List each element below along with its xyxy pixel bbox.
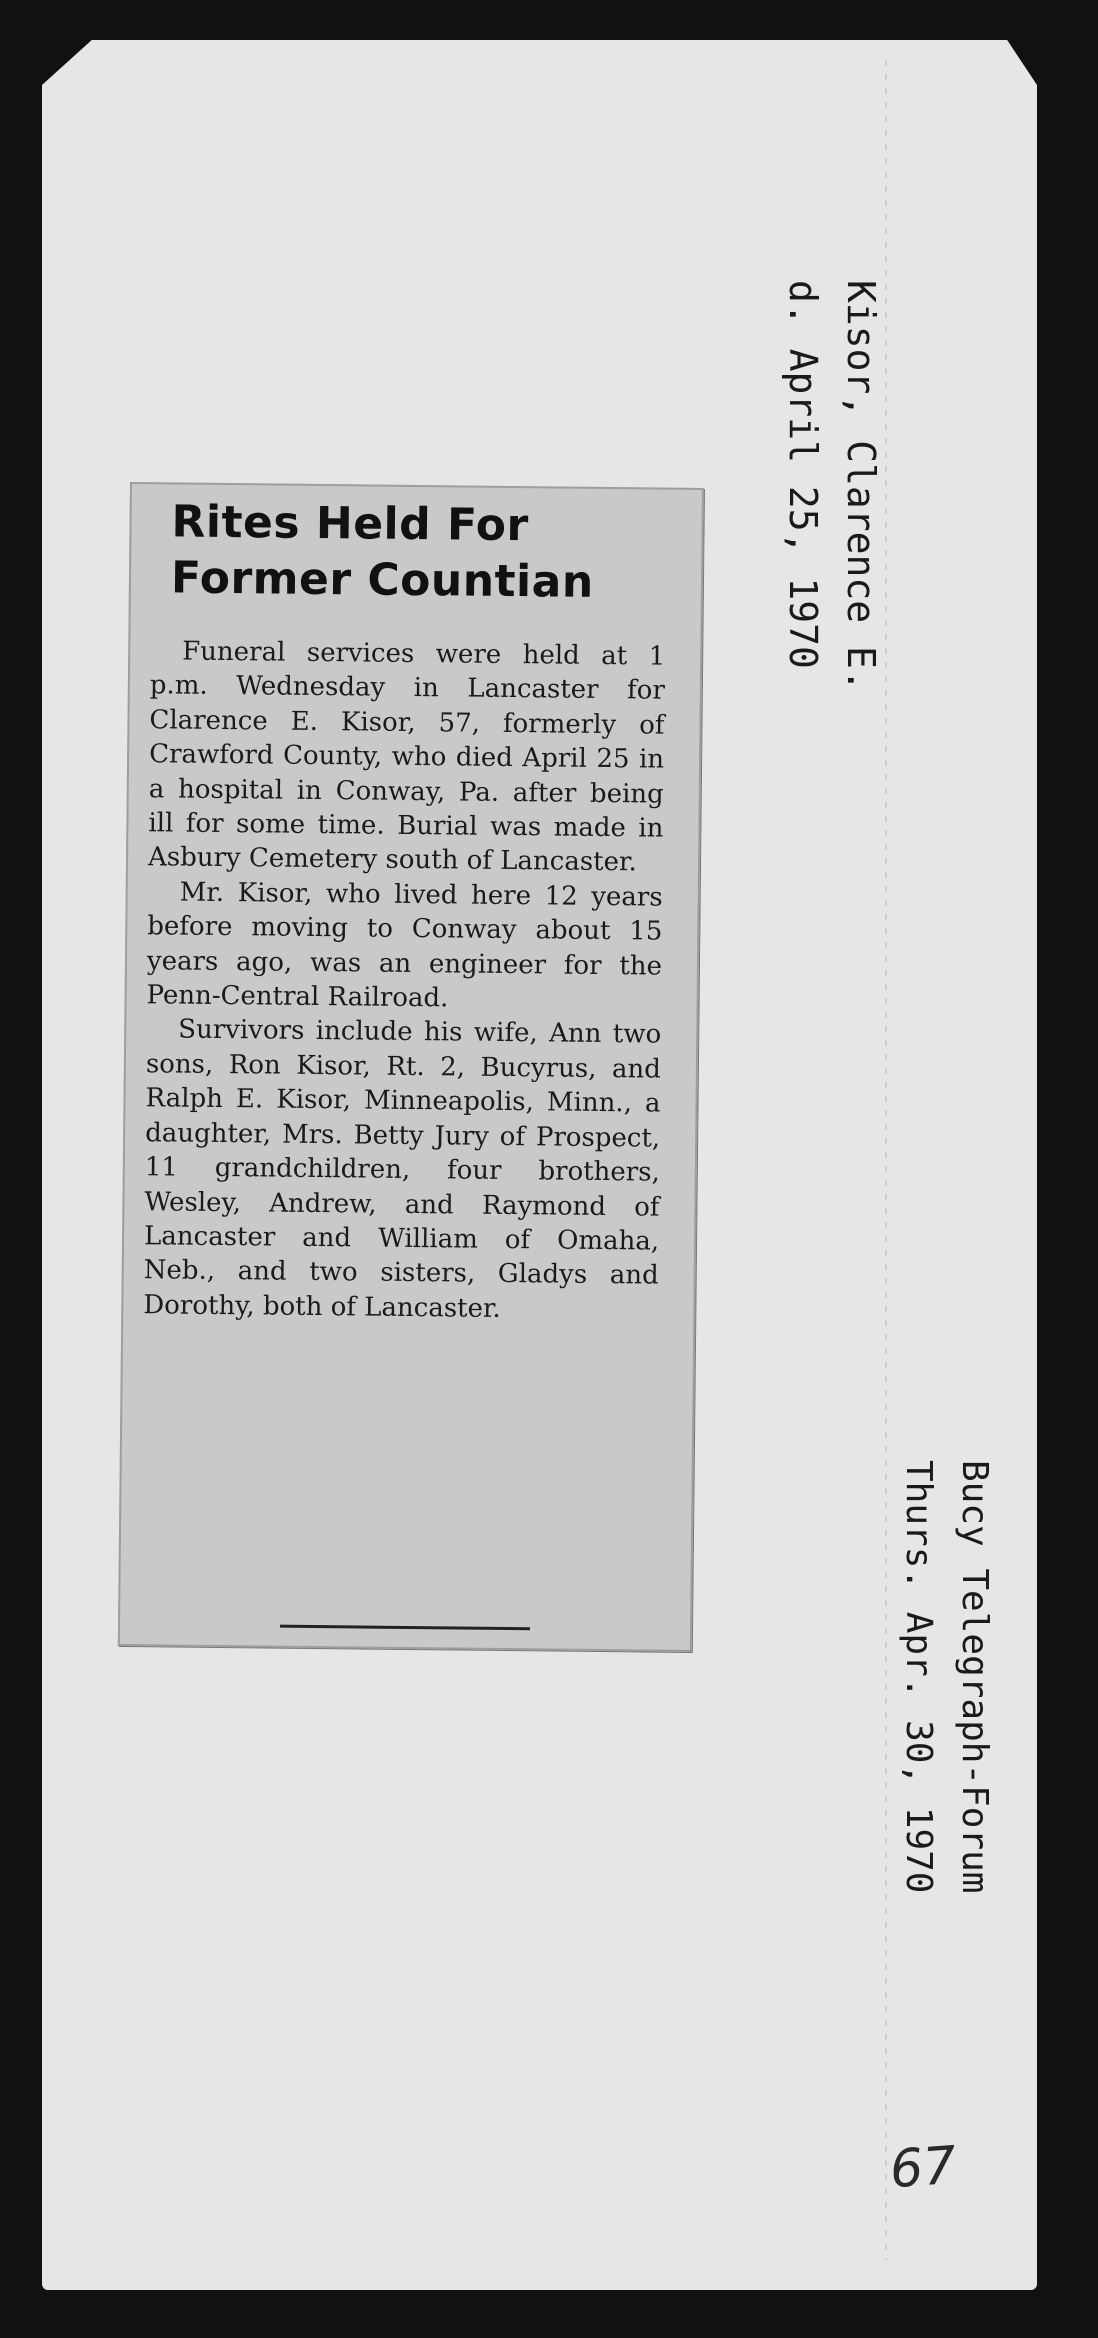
newspaper-clipping (118, 482, 704, 1652)
headline-line-1: Rites Held For (171, 496, 529, 552)
paragraph-biography: Mr. Kisor, who lived here 12 years before moving to Conway about 15 years ago, was an engineer for the Penn-Central Railroad. (146, 877, 663, 1014)
name-line: Kisor, Clarence E. (839, 280, 883, 692)
death-line: d. April 25, 1970 (781, 280, 825, 669)
paragraph-survivors: Survivors include his wife, Ann two sons, Ron Kisor, Rt. 2, Bucyrus, and Ralph E. Kisor, Minneapolis, Minn., a daughter, Mrs. Betty Jury of Prospect, 11 grandchildren, four brothers, Wesley, Andrew, and Raymond of Lancaster and William of Omaha, Neb., and two sisters, Gladys and Dorothy, both of Lancaster. (143, 1015, 662, 1324)
handwritten-page-number: 67 (887, 2135, 959, 2201)
end-rule (280, 1625, 530, 1631)
headline-line-2: Former Countian (170, 552, 594, 608)
clipping-headline (171, 494, 672, 611)
publication-line: Bucy Telegraph-Forum (954, 1460, 995, 1894)
paragraph-funeral: Funeral services were held at 1 p.m. Wednesday in Lancaster for Clarence E. Kisor, 57, formerly of Crawford County, who died April 25 in a hospital in Conway, Pa. after being ill for some time. Burial was made in Asbury Cemetery south of Lancaster. (147, 636, 666, 878)
clipping-body (143, 634, 665, 1327)
name-label (774, 280, 890, 692)
publication-date-line: Thurs. Apr. 30, 1970 (898, 1460, 939, 1894)
publication-label (890, 1460, 1002, 1893)
